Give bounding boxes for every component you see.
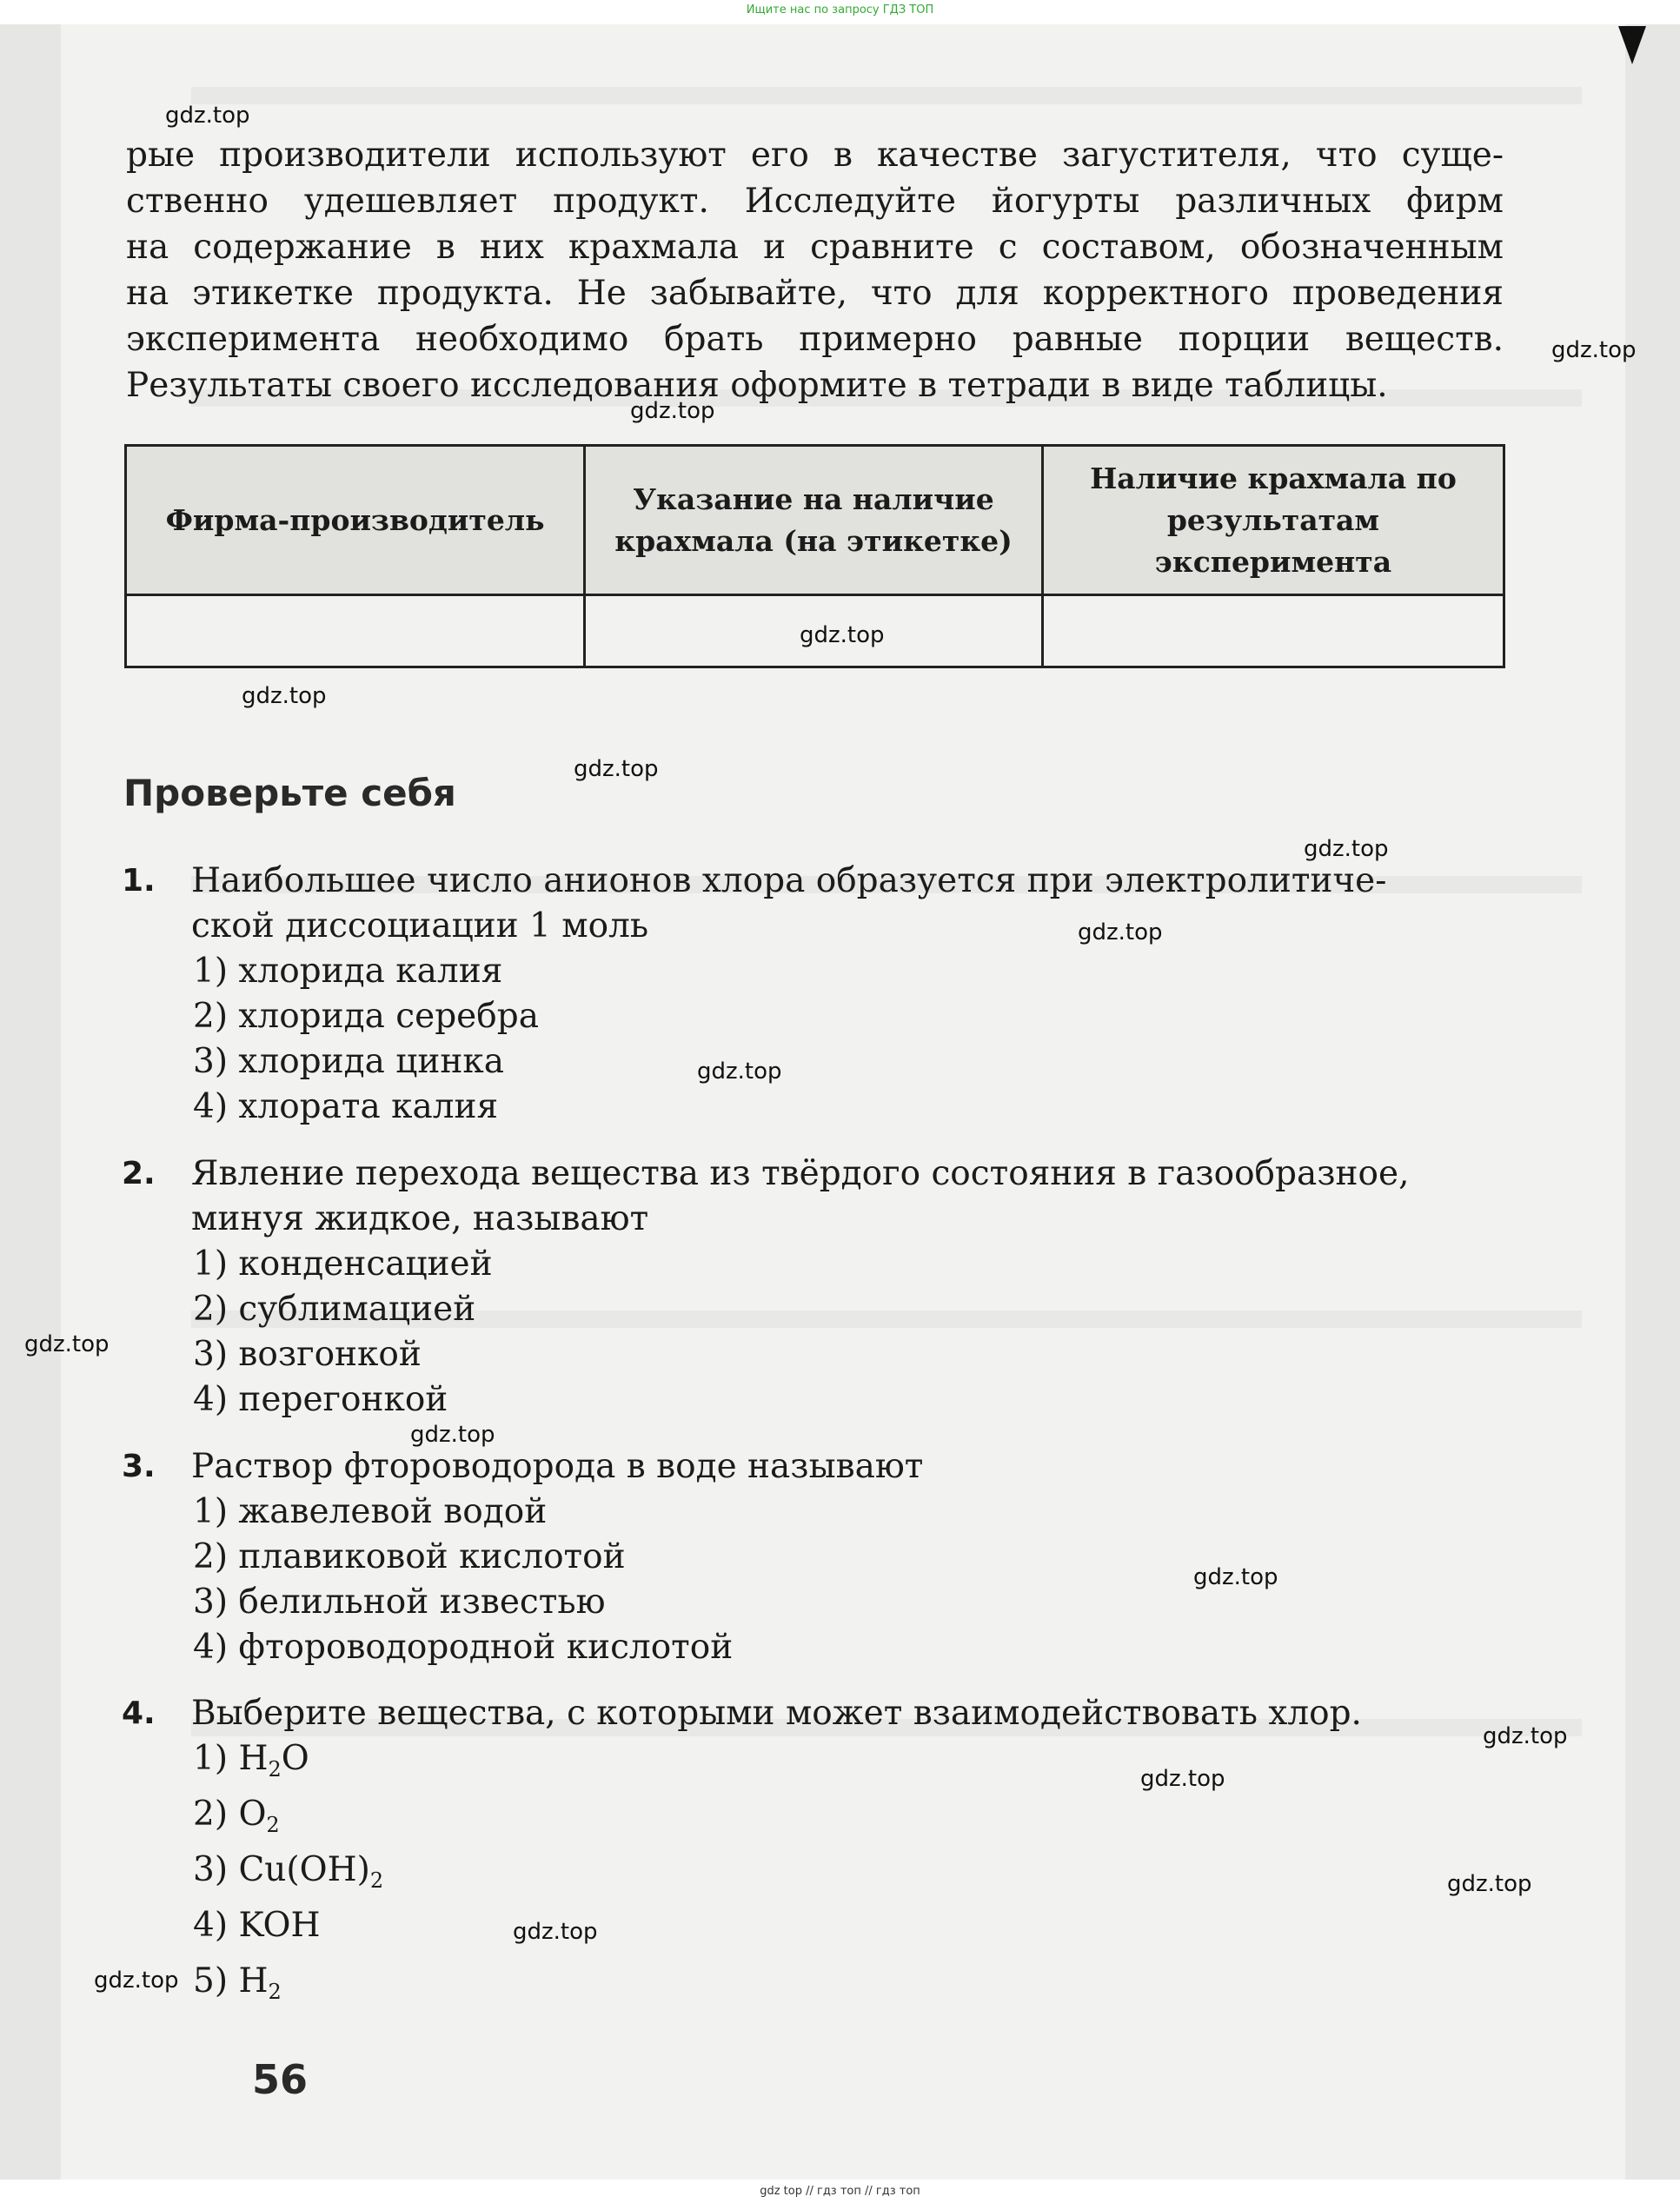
header-manufacturer: Фирма-производитель	[126, 446, 585, 595]
question-4	[122, 1691, 1504, 2014]
table-cell[interactable]	[1042, 595, 1504, 667]
page-corner-marker	[1618, 26, 1646, 64]
answer-option[interactable]	[193, 1903, 1504, 1959]
question-text-line: Явление перехода вещества из твёрдого состояния в газообразное,	[191, 1154, 1410, 1193]
answer-option[interactable]: 1) жавелевой водой	[193, 1492, 548, 1531]
table-header-row	[126, 446, 1504, 595]
answer-option[interactable]: 2) сублимацией	[193, 1290, 476, 1329]
watermark-text: gdz.top	[1140, 1766, 1225, 1792]
question-text-line: Наибольшее число анионов хлора образуется при электролитиче-	[191, 861, 1387, 900]
option-label: 3)	[193, 1850, 239, 1889]
page-number: 56	[252, 2056, 309, 2103]
question-number: 1.	[122, 863, 156, 899]
intro-line: на этикетке продукта. Не забывайте, что для корректного проведения	[126, 274, 1504, 313]
question-text-line: Раствор фтороводорода в воде называют	[191, 1447, 924, 1486]
question-2	[122, 1151, 1504, 1423]
question-number: 3.	[122, 1449, 156, 1484]
intro-line: эксперимента необходимо брать примерно равные порции веществ.	[126, 320, 1504, 359]
watermark-text: gdz.top	[574, 756, 659, 782]
bottom-banner[interactable]: gdz top // гдз топ // гдз топ	[760, 2185, 920, 2198]
formula: O	[238, 1795, 267, 1834]
intro-line: ственно удешевляет продукт. Исследуйте йогурты различных фирм	[126, 182, 1504, 221]
intro-line: Результаты своего исследования оформите в тетради в виде таблицы.	[126, 366, 1388, 405]
answer-option[interactable]: 4) перегонкой	[193, 1380, 448, 1419]
header-experiment-result: Наличие крахмала по результатам эксперимента	[1042, 446, 1504, 595]
option-label: 2)	[193, 1795, 239, 1834]
question-text-line: минуя жидкое, называют	[191, 1199, 649, 1238]
watermark-text: gdz.top	[630, 398, 715, 424]
table-cell[interactable]	[126, 595, 585, 667]
formula: H	[238, 1961, 269, 2001]
answer-option[interactable]	[193, 1792, 1504, 1848]
question-1	[122, 859, 1504, 1130]
answer-option[interactable]: 4) хлората калия	[193, 1087, 499, 1126]
formula: H	[238, 1739, 269, 1778]
answer-option[interactable]	[193, 1848, 1504, 1903]
formula: KOH	[238, 1906, 321, 1945]
watermark-text: gdz.top	[24, 1331, 110, 1357]
question-text	[191, 1444, 1504, 1490]
question-number: 4.	[122, 1695, 156, 1731]
watermark-text: gdz.top	[94, 1967, 179, 1994]
formula-subscript: 2	[268, 1757, 282, 1782]
formula-tail: O	[281, 1739, 309, 1778]
answer-option[interactable]: 1) хлорида калия	[193, 952, 503, 991]
top-banner[interactable]: Ищите нас по запросу ГДЗ ТОП	[746, 3, 934, 17]
watermark-text: gdz.top	[410, 1422, 495, 1448]
question-3	[122, 1444, 1504, 1670]
question-text	[191, 859, 1504, 949]
answer-option[interactable]: 3) хлорида цинка	[193, 1042, 504, 1081]
watermark-text: gdz.top	[1551, 337, 1637, 363]
formula: Cu(OH)	[238, 1850, 370, 1889]
watermark-text: gdz.top	[1304, 836, 1389, 862]
question-text-line: ской диссоциации 1 моль	[191, 906, 649, 946]
option-label: 4)	[193, 1906, 239, 1945]
header-label-indication: Указание на наличие крахмала (на этикетке)	[585, 446, 1043, 595]
watermark-text: gdz.top	[697, 1058, 782, 1085]
answer-option[interactable]: 3) возгонкой	[193, 1335, 422, 1374]
watermark-text: gdz.top	[242, 683, 327, 709]
option-label: 1)	[193, 1739, 239, 1778]
answer-option[interactable]: 1) конденсацией	[193, 1244, 493, 1284]
intro-line: на содержание в них крахмала и сравните с составом, обозначенным	[126, 228, 1504, 267]
intro-line: рые производители используют его в качестве загустителя, что суще-	[126, 136, 1504, 175]
answer-option[interactable]	[193, 1959, 1504, 2014]
formula-subscript: 2	[268, 1980, 282, 2004]
question-text	[191, 1151, 1504, 1242]
watermark-text: gdz.top	[800, 622, 885, 648]
section-title: Проверьте себя	[123, 772, 456, 814]
watermark-text: gdz.top	[1193, 1564, 1278, 1590]
option-label: 5)	[193, 1961, 239, 2001]
formula-subscript: 2	[369, 1868, 384, 1893]
watermark-text: gdz.top	[1078, 919, 1163, 946]
answer-option[interactable]	[193, 1736, 1504, 1792]
watermark-text: gdz.top	[1483, 1723, 1568, 1749]
answer-option[interactable]: 2) плавиковой кислотой	[193, 1537, 626, 1576]
watermark-text: gdz.top	[1447, 1871, 1532, 1897]
answer-option[interactable]: 2) хлорида серебра	[193, 997, 539, 1036]
watermark-text: gdz.top	[165, 103, 250, 129]
watermark-text: gdz.top	[513, 1919, 598, 1945]
question-text-line: Выберите вещества, с которыми может взаимодействовать хлор.	[191, 1694, 1362, 1733]
question-text	[191, 1691, 1504, 1736]
question-number: 2.	[122, 1156, 156, 1191]
answer-option[interactable]: 3) белильной известью	[193, 1583, 606, 1622]
formula-subscript: 2	[266, 1813, 280, 1837]
intro-paragraph	[126, 132, 1504, 408]
answer-option[interactable]: 4) фтороводородной кислотой	[193, 1628, 734, 1667]
bleed-through	[191, 87, 1582, 104]
